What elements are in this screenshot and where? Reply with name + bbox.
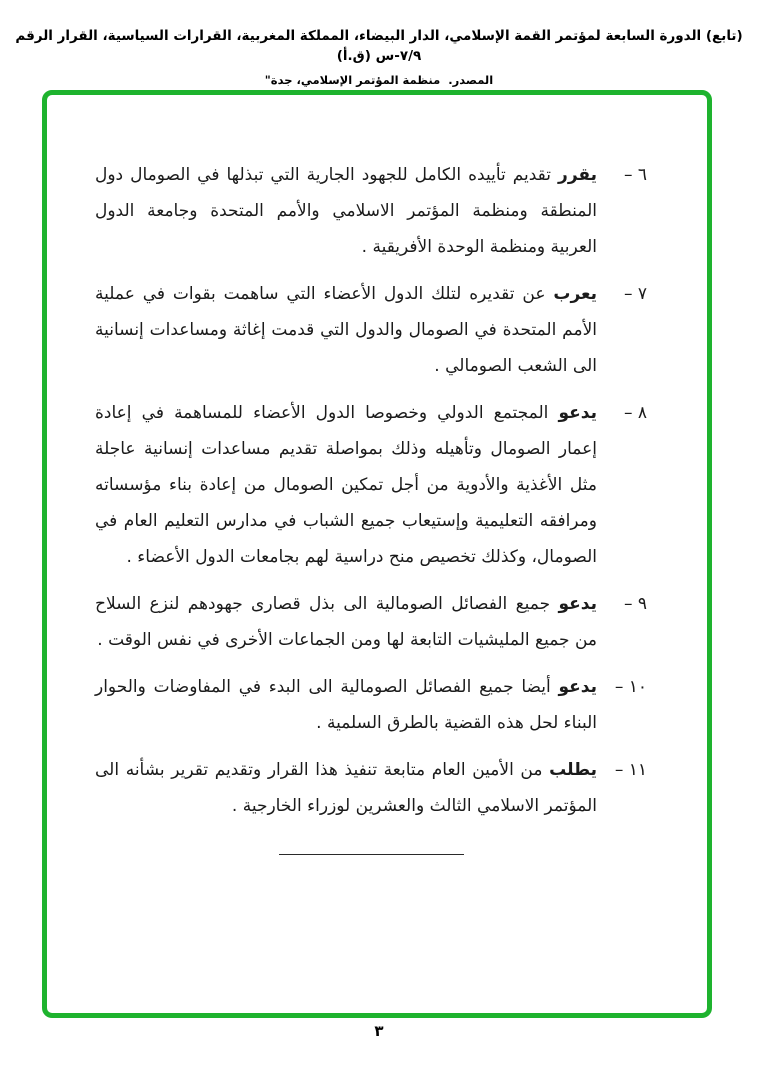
- item-text: [95, 395, 597, 575]
- item-number-value: ٨: [637, 403, 647, 423]
- item-lead-verb: يطلب: [549, 760, 598, 780]
- document-content: [47, 95, 707, 855]
- item-text: [95, 586, 597, 658]
- item-text: [95, 669, 597, 741]
- page-number: ٣: [374, 1022, 384, 1040]
- item-lead-verb: يدعو: [558, 594, 597, 614]
- item-text: [95, 752, 597, 824]
- page-header: [0, 26, 758, 88]
- item-lead-verb: يقرر: [558, 165, 598, 185]
- header-source: المصدر. منظمة المؤتمر الإسلامي، جدة": [264, 73, 494, 87]
- item-number-value: ٩: [637, 594, 647, 614]
- item-dash: –: [623, 594, 633, 614]
- item-text-body: عن تقديره لتلك الدول الأعضاء التي ساهمت بقوات في عملية الأمم المتحدة في الصومال والدول التي قدمت إغاثة ومساعدات إنسانية الى الشعب الصومالي .: [95, 284, 597, 376]
- item-number: [597, 395, 647, 575]
- resolution-item-7: [95, 276, 647, 384]
- item-number: [597, 586, 647, 658]
- item-text-body: المجتمع الدولي وخصوصا الدول الأعضاء للمساهمة في إعادة إعمار الصومال وتأهيله وذلك بمواصلة تقديم مساعدات إنسانية عاجلة مثل الأغذية والأدوية من أجل تمكين الصومال من إعادة بناء مؤسساته ومرافقه التعليمية وإستيعاب جميع الشباب في مدارس التعليم العام في الصومال، وكذلك تخصيص منح دراسية لهم بجامعات الدول الأعضاء .: [95, 403, 597, 567]
- item-number-value: ١١: [628, 760, 647, 780]
- item-dash: –: [623, 403, 633, 423]
- item-text: [95, 276, 597, 384]
- item-text-body: من الأمين العام متابعة تنفيذ هذا القرار وتقديم تقرير بشأنه الى المؤتمر الاسلامي الثالث والعشرين لوزراء الخارجية .: [95, 760, 597, 816]
- item-number: [597, 752, 647, 824]
- resolution-item-9: [95, 586, 647, 658]
- item-number: [597, 669, 647, 741]
- item-dash: –: [623, 284, 633, 304]
- item-dash: –: [614, 677, 624, 697]
- item-dash: –: [623, 165, 633, 185]
- item-number-value: ٧: [637, 284, 647, 304]
- item-text-body: تقديم تأييده الكامل للجهود الجارية التي تبذلها في الصومال دول المنطقة ومنظمة المؤتمر الاسلامي والأمم المتحدة وجامعة الدول العربية ومنظمة الوحدة الأفريقية .: [95, 165, 597, 257]
- item-text-body: أيضا جميع الفصائل الصومالية الى البدء في المفاوضات والحوار البناء لحل هذه القضية بالطرق السلمية .: [95, 677, 597, 733]
- item-dash: –: [614, 760, 624, 780]
- resolution-item-10: [95, 669, 647, 741]
- item-number: [597, 276, 647, 384]
- resolution-item-6: [95, 157, 647, 265]
- item-text-body: جميع الفصائل الصومالية الى بذل قصارى جهودهم لنزع السلاح من جميع المليشيات التابعة لها ومن الجماعات الأخرى في نفس الوقت .: [95, 594, 597, 650]
- resolution-item-11: [95, 752, 647, 824]
- item-number-value: ٦: [637, 165, 647, 185]
- header-citation: (تابع) الدورة السابعة لمؤتمر القمة الإسلامي، الدار البيضاء، المملكة المغربية، القرارات السياسية، القرار الرقم ٧/٩-س (ق.أ): [15, 28, 743, 64]
- document-frame: [42, 90, 712, 1018]
- item-text: [95, 157, 597, 265]
- resolution-item-8: [95, 395, 647, 575]
- item-number-value: ١٠: [628, 677, 647, 697]
- item-lead-verb: يعرب: [553, 284, 598, 304]
- item-lead-verb: يدعو: [558, 677, 597, 697]
- item-number: [597, 157, 647, 265]
- end-of-text-divider: [279, 854, 464, 855]
- item-lead-verb: يدعو: [558, 403, 597, 423]
